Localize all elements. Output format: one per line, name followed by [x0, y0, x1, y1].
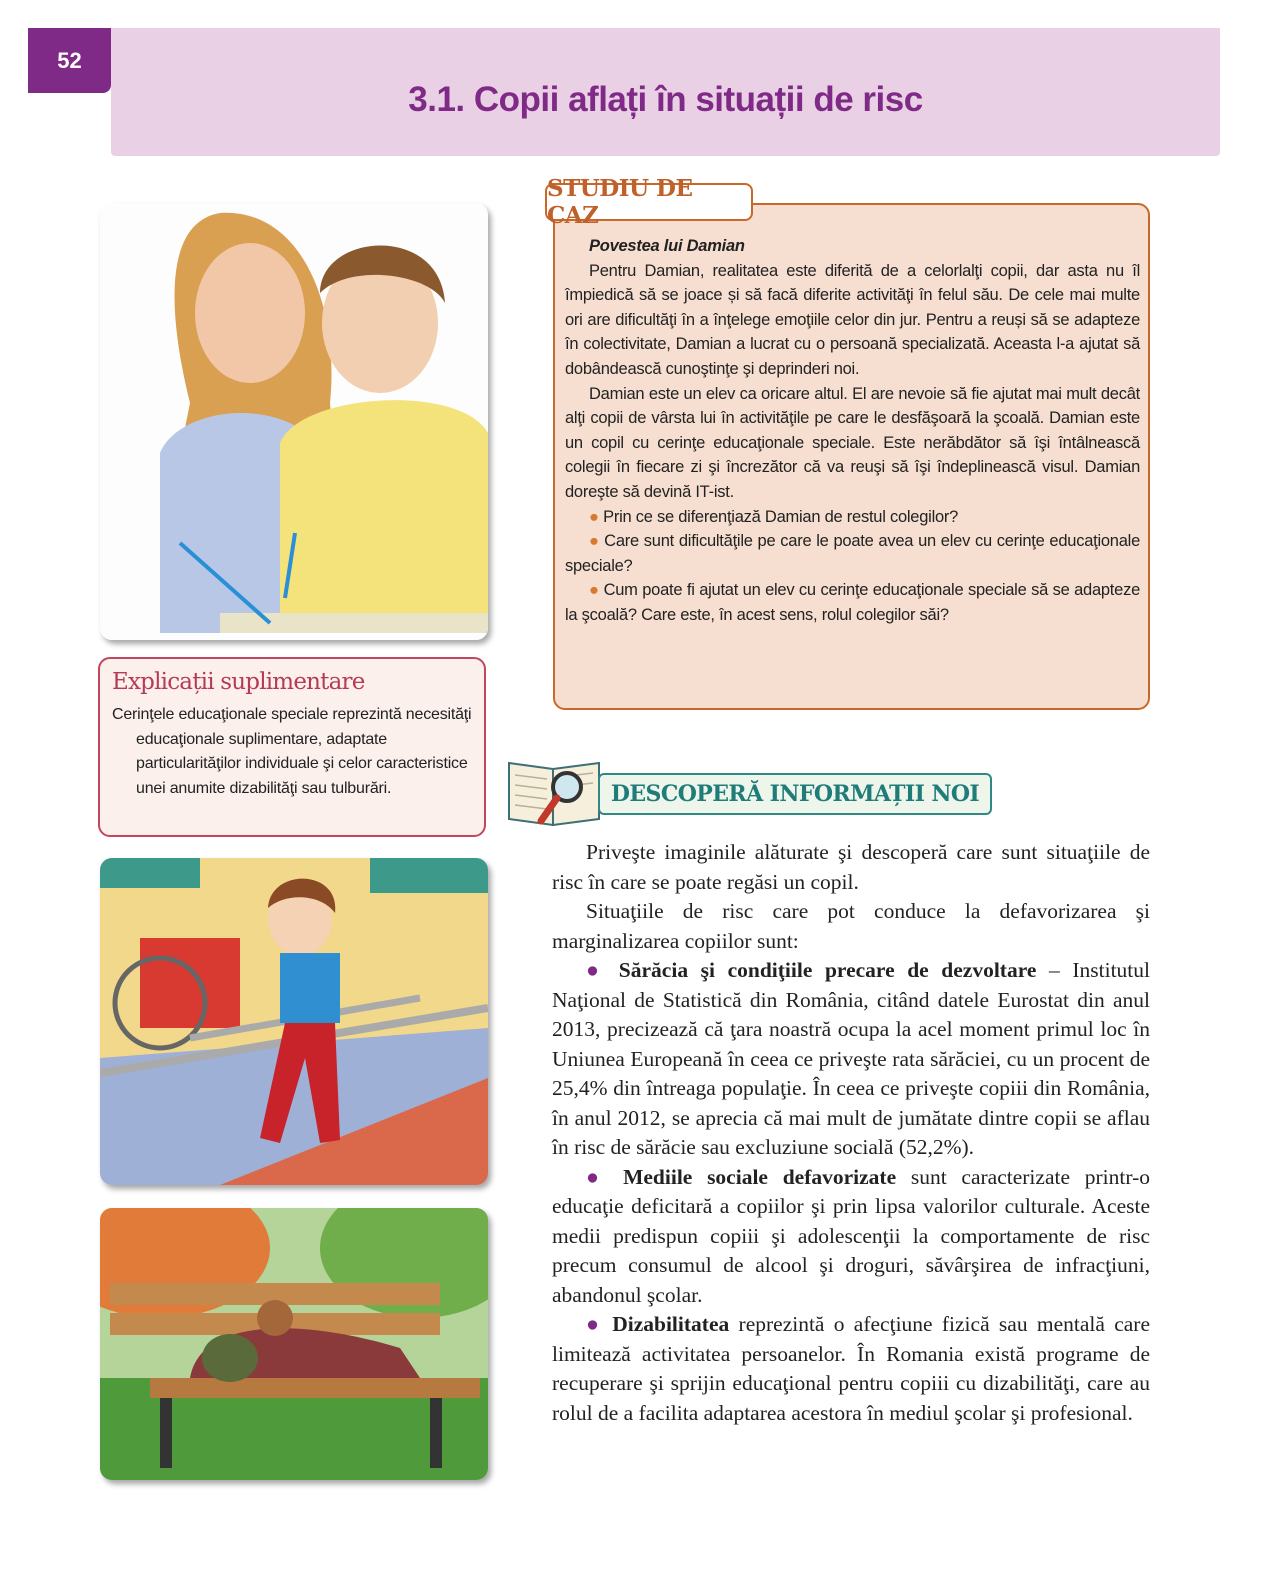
case-question	[565, 578, 1140, 627]
case-study-text	[565, 234, 1140, 628]
explanations-box	[98, 657, 486, 837]
case-paragraph: Pentru Damian, realitatea este diferită de a celorlalţi copii, dar asta nu îl împiedică să se joace și să facă diferite activităţi în felul său. De cele mai multe ori are dificultăţi în a înţelege emoţiile celor din jur. Pentru a reuși să se adapteze în colectivitate, Damian a lucrat cu o persoană specializată. Aceasta l-a ajutat să dobândească cunoştinţe şi deprinderi noi.	[565, 261, 1140, 378]
bullet-icon: ●	[589, 532, 605, 551]
intro-paragraph: Situaţiile de risc care pot conduce la defavorizarea şi marginalizarea copiilor sunt:	[552, 899, 1150, 953]
explanations-text: Cerinţele educaţionale speciale reprezintă necesităţi educaţionale suplimentare, adaptate particularităţilor individuale şi celor caracteristice unei anumite dizabilităţi sau tulburări.	[112, 706, 472, 797]
risk-text: sunt caracterizate printr-o educaţie deficitară a copiilor şi prin lipsa valorilor culturale. Aceste medii predispun copiii şi adolescenţii la comportamente de risc precum consumul de alcool şi droguri, săvârşirea de infracţiuni, abandonul şcolar.	[552, 1164, 1150, 1307]
risk-item	[552, 1163, 1150, 1311]
question-text: Prin ce se diferenţiază Damian de restul colegilor?	[603, 507, 959, 526]
risk-item	[552, 956, 1150, 1163]
case-paragraph: Damian este un elev ca oricare altul. El are nevoie să fie ajutat mai mult decât alţi copii de vârsta lui în activităţile pe care le desfăşoară la şcoală. Damian este un copil cu cerinţe educaţionale speciale. Este nerăbdător să îşi întâlnească colegii în fiecare zi şi încrezător că va reuşi să îşi îndeplinească visul. Damian doreşte să devină IT-ist.	[565, 384, 1140, 501]
discover-body	[552, 838, 1150, 1428]
risk-term: Mediile sociale defavorizate	[623, 1164, 897, 1189]
case-question	[565, 505, 1140, 530]
photo-teacher-and-child	[100, 203, 488, 640]
story-title: Povestea lui Damian	[589, 237, 745, 255]
bullet-icon: ●	[589, 507, 604, 526]
risk-text: reprezintă o afecţiune fizică sau mentală care limitează activitatea persoanelor. În Romania există programe de recuperare şi sprijin educaţional pentru copiii cu dizabilităţi, care au rolul de a facilita adaptarea acestora în mediul şcolar şi profesional.	[552, 1312, 1150, 1425]
question-text: Cum poate fi ajutat un elev cu cerinţe educaţionale speciale să se adapteze la şcoală? Care este, în acest sens, rolul colegilor săi?	[565, 581, 1140, 624]
case-question	[565, 529, 1140, 578]
risk-term: Dizabilitatea	[612, 1312, 730, 1336]
risk-term: Sărăcia şi condiţiile precare de dezvoltare	[618, 958, 1037, 982]
case-study-label: STUDIU DE CAZ	[545, 183, 753, 221]
discover-label: DESCOPERĂ INFORMAȚII NOI	[598, 773, 992, 815]
risk-text: – Institutul Naţional de Statistică din România, citând datele Eurostat din anul 2013, precizează că ţara noastră ocupa la acel moment primul loc în Uniunea Europeană în ceea ce priveşte rata sărăciei, cu un procent de 25,4% din întreaga populaţie. În ceea ce priveşte copiii din România, în anul 2012, se aprecia că mai mult de jumătate dintre copii se aflau în risc de sărăcie sau excluziune socială (52,2%).	[552, 958, 1150, 1159]
page-title: 3.1. Copii aflați în situații de risc	[408, 80, 923, 119]
question-text: Care sunt dificultăţile pe care le poate avea un elev cu cerinţe educaţionale speciale?	[565, 532, 1140, 575]
bullet-icon: ●	[586, 1312, 613, 1336]
bullet-icon: ●	[589, 581, 604, 600]
illustration-homeless-child	[100, 1208, 488, 1480]
risk-item	[552, 1310, 1150, 1428]
illustration-rehabilitation	[100, 858, 488, 1185]
intro-paragraph: Priveşte imaginile alăturate şi descoperă care sunt situaţiile de risc în care se poate regăsi un copil.	[552, 840, 1150, 894]
bullet-icon: ●	[586, 1164, 624, 1189]
book-magnifier-icon	[505, 755, 603, 830]
explanations-title: Explicații suplimentare	[112, 669, 365, 695]
page-number: 52	[28, 28, 111, 93]
bullet-icon: ●	[586, 958, 619, 982]
